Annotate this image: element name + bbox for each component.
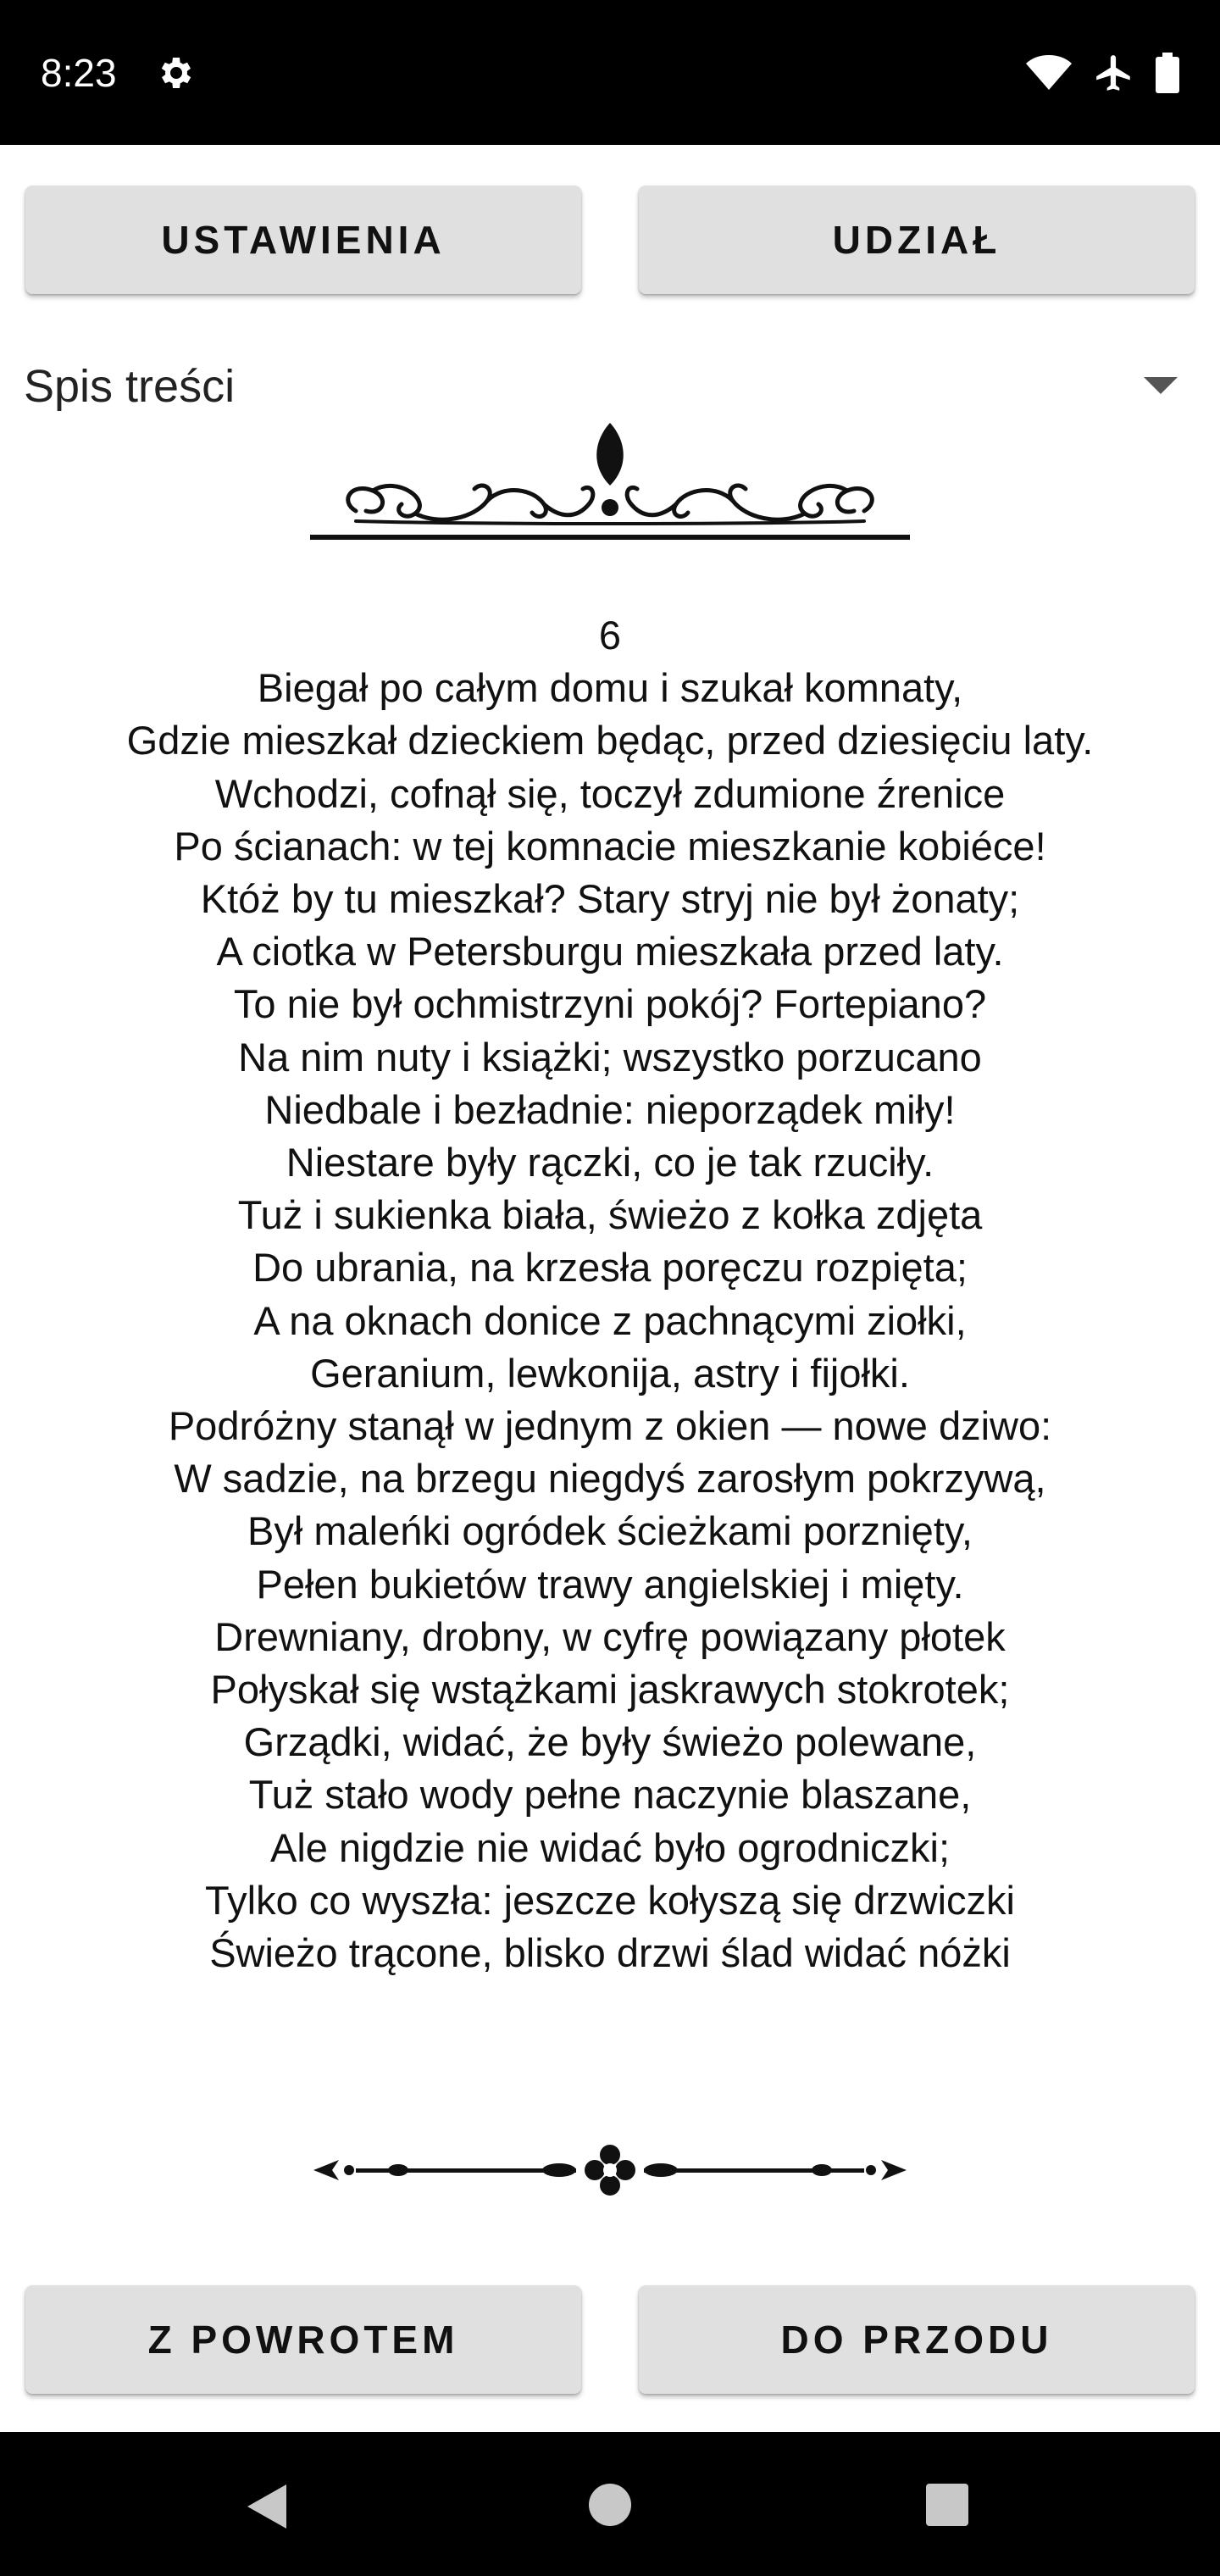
settings-button[interactable]: USTAWIENIA — [25, 186, 581, 294]
forward-button[interactable]: DO PRZODU — [639, 2285, 1195, 2394]
chevron-down-icon — [1144, 377, 1178, 394]
gear-icon — [156, 53, 197, 93]
poem-line: Niedbale i bezładnie: nieporządek miły! — [264, 1086, 956, 1132]
recents-square-icon[interactable] — [925, 2483, 969, 2531]
poem-line: Pełen bukietów trawy angielskiej i mięty. — [256, 1561, 964, 1607]
poem-line: Ale nigdzie nie widać było ogrodniczki; — [269, 1824, 951, 1870]
status-time: 8:23 — [41, 51, 117, 95]
poem-line: Tuż stało wody pełne naczynie blaszane, — [248, 1772, 972, 1818]
poem-line: Grządki, widać, że były świeżo polewane, — [243, 1719, 977, 1765]
wifi-icon — [1025, 54, 1073, 92]
battery-icon — [1156, 53, 1179, 93]
poem-line: Niestare były rączki, co je tak rzuciły. — [286, 1140, 934, 1185]
share-button[interactable]: UDZIAŁ — [639, 186, 1195, 294]
poem-line: A ciotka w Petersburgu mieszkała przed laty. — [216, 929, 1004, 974]
poem-line: Geranium, lewkonija, astry i fijołki. — [310, 1350, 910, 1396]
status-icons — [1025, 51, 1179, 95]
airplane-icon — [1093, 52, 1135, 94]
poem-line: Był maleńki ogródek ścieżkami porznięty, — [247, 1508, 973, 1554]
flourish-bottom-ornament — [305, 2136, 915, 2204]
poem-line: Wchodzi, cofnął się, toczył zdumione źrenice — [214, 770, 1006, 816]
home-circle-icon[interactable] — [588, 2483, 632, 2531]
poem-line: Na nim nuty i książki; wszystko porzucano — [238, 1034, 982, 1080]
poem-text — [34, 609, 1186, 1979]
poem-line: Podróżny stanął w jednym z okien — nowe dziwo: — [168, 1403, 1052, 1449]
flourish-top-ornament — [305, 416, 915, 552]
poem-line: To nie był ochmistrzyni pokój? Fortepiano? — [233, 981, 987, 1027]
reader-content — [0, 145, 1220, 2432]
poem-line: A na oknach donice z pachnącymi ziołki, — [253, 1297, 967, 1343]
poem-line: Tuż i sukienka biała, świeżo z kołka zdjęta — [237, 1192, 983, 1238]
system-nav-bar — [0, 2432, 1220, 2576]
back-button[interactable]: Z POWROTEM — [25, 2285, 581, 2394]
status-bar — [0, 0, 1220, 145]
toc-selected-value: Spis treści — [24, 361, 236, 412]
poem-line: Świeżo trącone, blisko drzwi ślad widać nóżki — [209, 1930, 1011, 1976]
poem-line: Po ścianach: w tej komnacie mieszkanie kobiéce! — [174, 823, 1046, 869]
poem-line: Tylko co wyszła: jeszcze kołyszą się drzwiczki — [205, 1877, 1015, 1923]
poem-line: W sadzie, na brzegu niegdyś zarosłym pokrzywą, — [174, 1456, 1046, 1502]
poem-line: Połyskał się wstążkami jaskrawych stokrotek; — [210, 1667, 1010, 1713]
poem-line: Do ubrania, na krzesła poręczu rozpięta; — [252, 1245, 968, 1291]
poem-number: 6 — [598, 613, 622, 658]
poem-line: Gdzie mieszkał dzieckiem będąc, przed dziesięciu laty. — [126, 718, 1094, 763]
back-triangle-icon[interactable] — [246, 2483, 288, 2534]
poem-line: Któż by tu mieszkał? Stary stryj nie był żonaty; — [200, 876, 1020, 922]
poem-line: Drewniany, drobny, w cyfrę powiązany płotek — [214, 1613, 1006, 1659]
poem-line: Biegał po całym domu i szukał komnaty, — [257, 665, 963, 711]
